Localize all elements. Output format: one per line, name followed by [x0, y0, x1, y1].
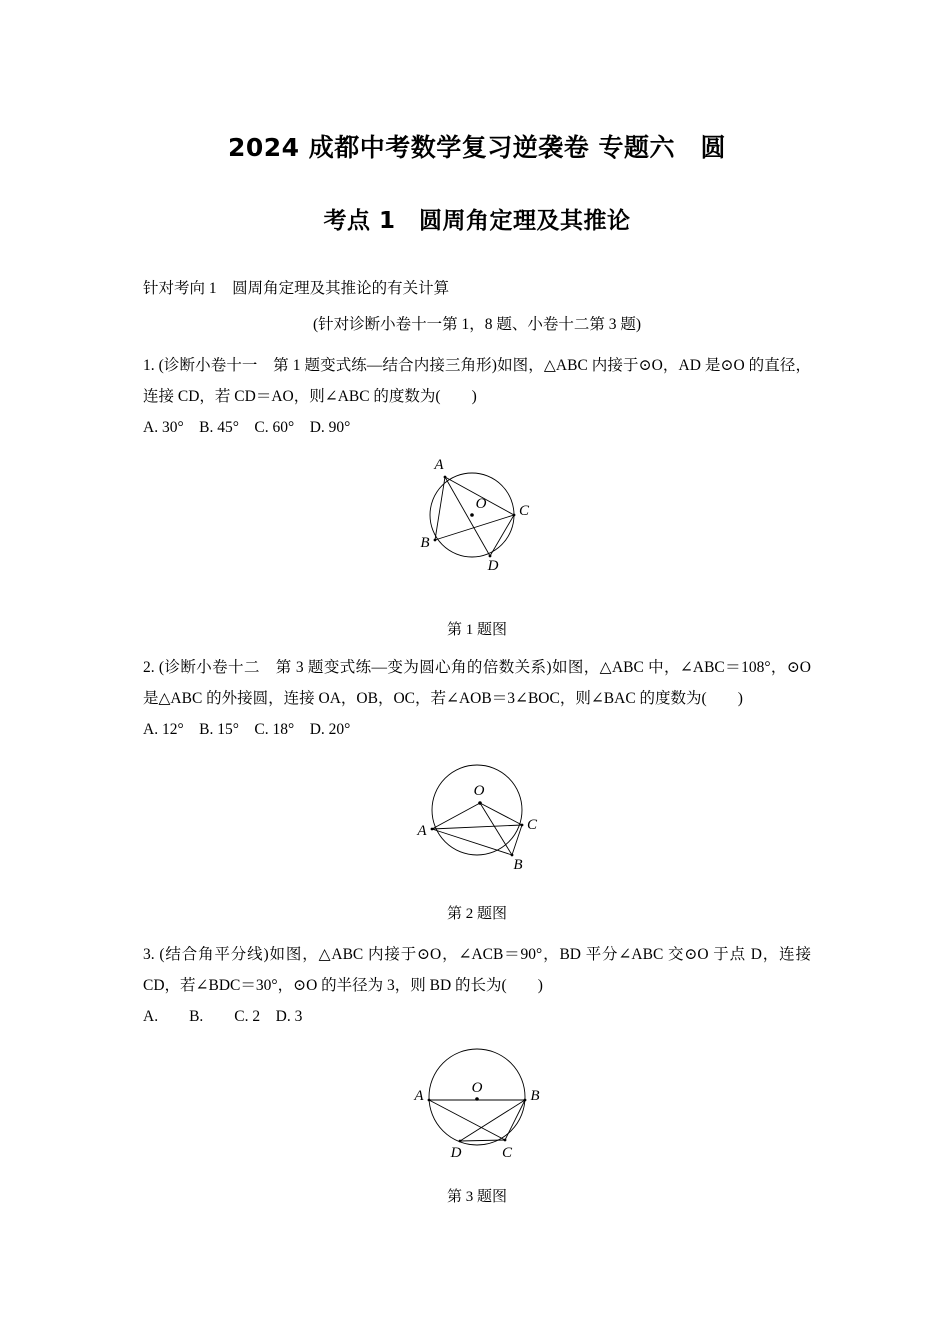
- question-1-stem: 1. (诊断小卷十一 第 1 题变式练—结合内接三角形)如图，△ABC 内接于⊙O，AD 是⊙O 的直径，连接 CD，若 CD＝AO，则∠ABC 的度数为( ): [143, 356, 811, 405]
- figure-1-label-D: D: [487, 557, 499, 574]
- figure-2-label-B: B: [513, 856, 523, 873]
- direction-subnote: (针对诊断小卷十一第 1，8 题、小卷十二第 3 题): [312, 316, 642, 334]
- question-2-options: A. 12° B. 15° C. 18° D. 20°: [143, 720, 351, 738]
- question-3-stem: 3. (结合角平分线)如图，△ABC 内接于⊙O，∠ACB＝90°，BD 平分∠ABC 交⊙O 于点 D，连接 CD，若∠BDC＝30°，⊙O 的半径为 3，则 BD 的长为( ): [143, 945, 811, 994]
- figure-3-caption: 第 3 题图: [446, 1188, 507, 1205]
- figure-3-diagram: [392, 1042, 562, 1162]
- figure-3-label-C: C: [501, 1144, 513, 1161]
- figure-3: [392, 1042, 562, 1162]
- figure-1-block: [143, 443, 811, 639]
- section-heading: 考点 1 圆周角定理及其推论: [323, 208, 631, 234]
- page-title: 2024 成都中考数学复习逆袭卷 专题六 圆: [228, 133, 726, 162]
- question-3-options: A. B. C. 2 D. 3: [143, 1007, 303, 1025]
- figure-2-label-O: O: [473, 782, 485, 799]
- figure-1-label-B: B: [420, 534, 430, 551]
- direction-heading: 针对考向 1 圆周角定理及其推论的有关计算: [143, 280, 450, 297]
- figure-1-caption: 第 1 题图: [446, 621, 507, 638]
- figure-3-label-D: D: [450, 1144, 462, 1161]
- page-content: [143, 0, 811, 1206]
- figure-2: [392, 755, 562, 875]
- figure-2-diagram: [392, 755, 562, 875]
- figure-1-label-A: A: [434, 456, 444, 473]
- figure-3-block: [143, 1032, 811, 1206]
- question-2-stem: 2. (诊断小卷十二 第 3 题变式练—变为圆心角的倍数关系)如图，△ABC 中，∠ABC＝108°，⊙O 是△ABC 的外接圆，连接 OA，OB，OC，若∠AOB＝3∠BOC，则∠BAC 的度数为( ): [143, 658, 811, 707]
- figure-1-label-C: C: [518, 502, 530, 519]
- figure-2-label-A: A: [417, 822, 427, 839]
- figure-1-diagram: [392, 453, 562, 583]
- figure-3-label-O: O: [471, 1079, 483, 1096]
- figure-2-block: [143, 745, 811, 923]
- question-1-options: A. 30° B. 45° C. 60° D. 90°: [143, 418, 351, 436]
- figure-3-label-A: A: [414, 1087, 424, 1104]
- figure-3-label-B: B: [530, 1087, 540, 1104]
- figure-1: [392, 453, 562, 583]
- figure-2-label-C: C: [526, 816, 538, 833]
- figure-1-label-O: O: [475, 495, 487, 512]
- figure-2-caption: 第 2 题图: [446, 905, 507, 922]
